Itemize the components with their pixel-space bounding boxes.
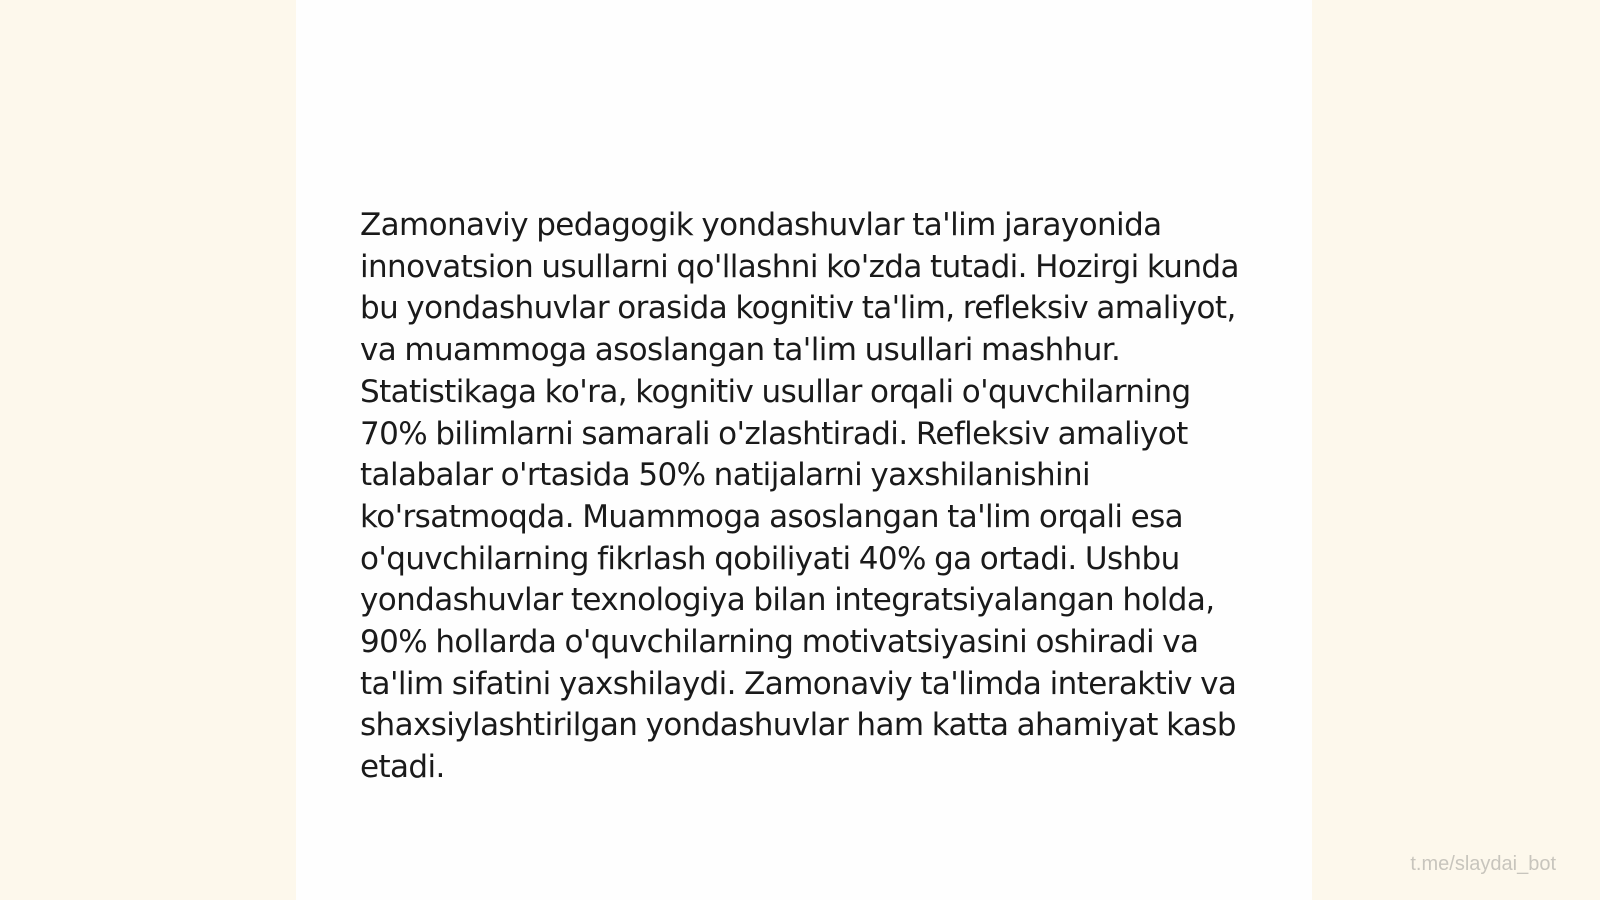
watermark: t.me/slaydai_bot xyxy=(1410,853,1556,875)
slide-body-text: Zamonaviy pedagogik yondashuvlar ta'lim jarayonida innovatsion usullarni qo'llashni ko'zda tutadi. Hozirgi kunda bu yondashuvlar orasida kognitiv ta'lim, refleksiv amaliyot, va muammoga asoslangan ta'lim usullari mashhur. Statistikaga ko'ra, kognitiv usullar orqali o'quvchilarning 70% bilimlarni samarali o'zlashtiradi. Refleksiv amaliyot talabalar o'rtasida 50% natijalarni yaxshilanishini ko'rsatmoqda. Muammoga asoslangan ta'lim orqali esa o'quvchilarning fikrlash qobiliyati 40% ga ortadi. Ushbu yondashuvlar texnologiya bilan integratsiyalangan holda, 90% hollarda o'quvchilarning motivatsiyasini oshiradi va ta'lim sifatini yaxshilaydi. Zamonaviy ta'limda interaktiv va shaxsiylashtirilgan yondashuvlar ham katta ahamiyat kasb etadi. xyxy=(360,207,1239,786)
